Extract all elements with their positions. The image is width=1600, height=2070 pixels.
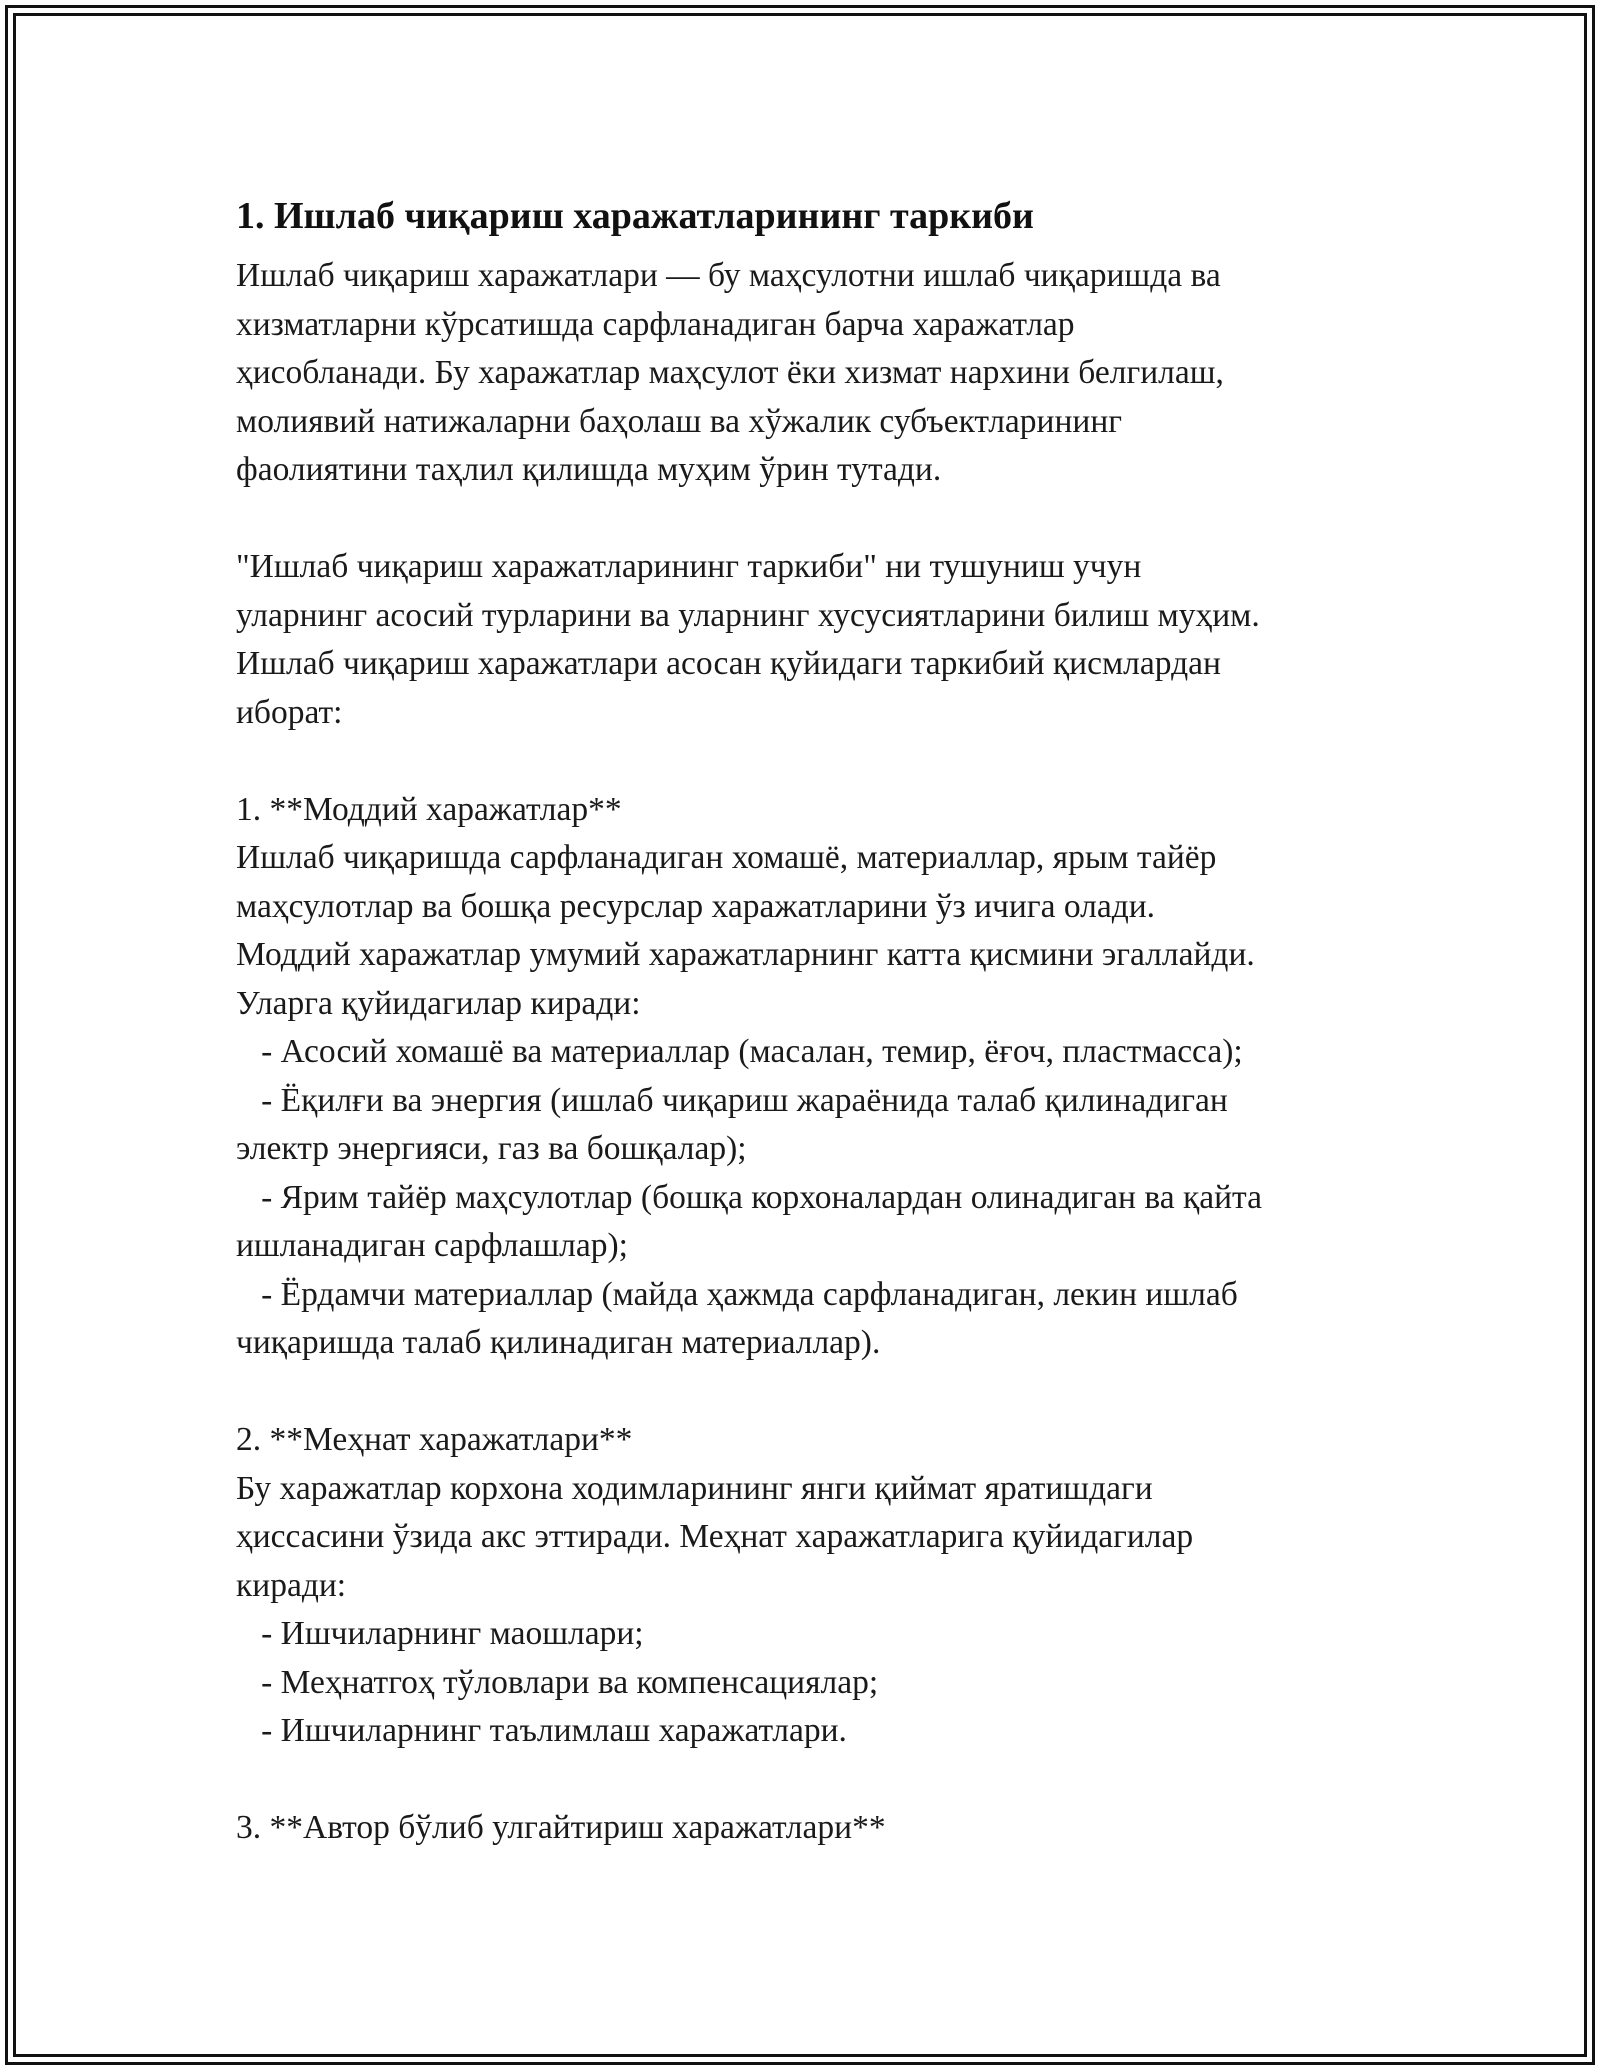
intro-paragraph: Ишлаб чиқариш харажатлари — бу маҳсулотни ишлаб чиқаришда ва хизматларни кўрсатишда сарфланадиган барча харажатлар ҳисобланади. Бу харажатлар маҳсулот ёки хизмат нархини белгилаш, молиявий натижаларни баҳолаш ва хўжалик субъектларининг фаолиятини таҳлил қилишда муҳим ўрин тутади. [236,257,1224,488]
paragraph-gap [236,495,1426,544]
document-title: 1. Ишлаб чиқариш харажатларининг таркиби [236,195,1034,237]
section-material-costs: 1. **Моддий харажатлар** Ишлаб чиқаришда сарфланадиган хомашё, материаллар, ярым тайёр маҳсулотлар ва бошқа ресурслар харажатларини ўз ичига олади. Моддий харажатлар умумий харажатларнинг катта қисмини эгаллайди. Уларга қуйидагилар киради: - Асосий хомашё ва материаллар (масалан, темир, ёғоч, пластмасса); - Ёқилғи ва энергия (ишлаб чиқариш жараёнида талаб қилинадиган электр энергияси, газ ва бошқалар); - Ярим тайёр маҳсулотлар (бошқа корхоналардан олинадиган ва қайта ишланадиган сарфлашлар); - Ёрдамчи материаллар (майда ҳажмда сарфланадиган, лекин ишлаб чиқаришда талаб қилинадиган материаллар). [236,790,1262,1361]
understanding-paragraph: "Ишлаб чиқариш харажатларининг таркиби" ни тушуниш учун уларнинг асосий турларини ва уларнинг хусусиятларини билиш муҳим. Ишлаб чиқариш харажатлари асосан қуйидаги таркибий қисмлардан иборат: [236,548,1260,731]
paragraph-gap [236,737,1426,786]
section-labor-costs: 2. **Меҳнат харажатлари** Бу харажатлар корхона ходимларининг янги қиймат яратишдаги ҳиссасини ўзида акс эттиради. Меҳнат харажатларига қуйидагилар киради: - Ишчиларнинг маошлари; - Меҳнатгоҳ тўловлари ва компенсациялар; - Ишчиларнинг таълимлаш харажатлари. [236,1421,1194,1749]
paragraph-gap [236,1756,1426,1805]
paragraph-gap [236,1368,1426,1417]
section-third-heading: 3. **Автор бўлиб улгайтириш харажатлари** [236,1809,886,1846]
document-body [236,186,1426,1853]
